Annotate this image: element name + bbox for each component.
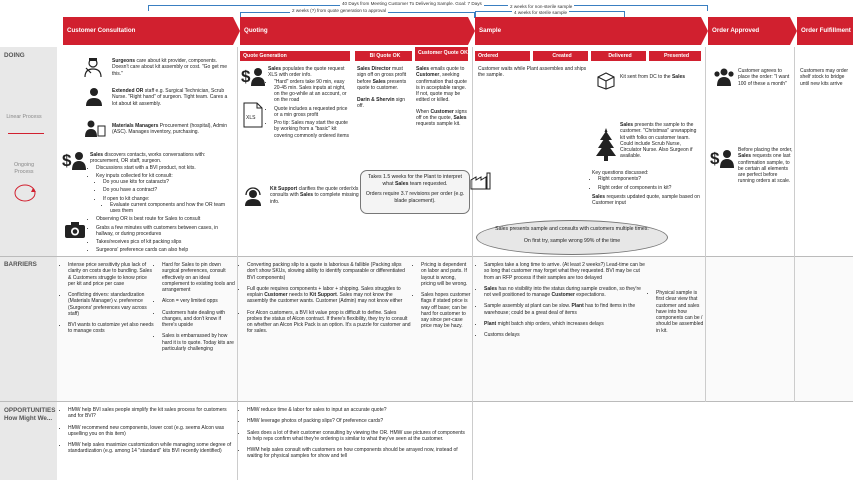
list-item: • Customs delays	[484, 332, 648, 338]
customer-quote-barriers	[415, 262, 471, 332]
barriers-list	[156, 262, 236, 352]
darin-text	[357, 97, 412, 110]
presented-desc: presents the sample to the customer. "Christmas" unwrapping kit with folks on customer team. Could include Scrub Nurse, Circulator Nurse. Also Surgeon if available.	[620, 122, 697, 160]
fulfillment-text: Customers may order shelf stock to bridge until new kits arrive	[800, 68, 849, 87]
delivered-text	[620, 74, 700, 80]
key-questions-title: Key questions discussed:	[592, 170, 649, 176]
substage-customer-quote-ok	[415, 47, 468, 61]
camera-icon	[64, 222, 86, 239]
surgeons-desc: care about kit provider, components. Doesn't care about kit assembly or cost. "Go get me this."	[112, 58, 228, 77]
sales-updated-text	[592, 194, 702, 207]
row-doing-title: DOING	[4, 52, 25, 59]
presented-barriers	[650, 290, 706, 336]
surgeon-icon	[82, 56, 104, 78]
stage-label: Sample	[479, 27, 502, 35]
key-questions	[592, 170, 702, 206]
row-hmw-title: How Might We...	[4, 415, 53, 422]
list-item: • Surgeons' preference cards can also help	[96, 247, 235, 253]
consultation-barriers-col1	[62, 262, 154, 337]
list-item: • Converting packing slip to a quote is laborious & fallible (Packing slips don't show SKUs, slowing ability to identify comparable or differentiated BVI components)	[247, 262, 411, 281]
darin-bold: Darin & Shervin	[357, 97, 395, 103]
list-item: • Intense price sensitivity plus lack of clarity on costs due to bundling. Sales & Customers struggle to know price per kit and price per case	[68, 262, 154, 287]
bi-bold2: Sales	[372, 78, 386, 85]
substage-quote-generation	[240, 51, 350, 61]
customer-quote-ok-text	[416, 66, 470, 127]
s-b3-pre: Sample assembly at plant can be slow.	[484, 303, 572, 310]
xls-label: XLS	[246, 115, 256, 121]
barriers-list	[241, 262, 411, 335]
column-divider	[794, 47, 795, 402]
ordered-text: Customer waits while Plant assembles and ships the sample.	[478, 66, 587, 79]
cq-text3: signs off on the quote,	[416, 108, 467, 121]
linear-process-label: Linear Process	[6, 114, 42, 120]
plant-interpretation-callout	[360, 170, 470, 214]
confirmation-sample-text	[738, 147, 794, 185]
quoting-opportunities	[241, 407, 469, 462]
cq-bold3: Customer	[430, 108, 454, 115]
sales-updated-bold: Sales	[592, 193, 606, 200]
column-divider	[705, 47, 706, 402]
barriers-list	[650, 290, 706, 334]
surgeons-text	[112, 58, 232, 77]
surgeons-bold: Surgeons	[112, 58, 136, 64]
substage-label: BI Quote OK	[369, 52, 401, 59]
callout2-line2: On first try, sample wrong 99% of the time	[523, 237, 621, 244]
cq-when: When	[416, 108, 431, 115]
q-b2-post: . Sales may not know the assembly the customer wants. Customer (Admin) may not know either	[247, 292, 403, 305]
list-item: • Right components?	[598, 176, 702, 182]
list-item	[484, 303, 648, 316]
delivery-box-icon	[596, 72, 616, 90]
materials-desc: Procurement (hospital), Admin (ASC). Manages inventory, purchasing.	[112, 123, 228, 136]
list-item	[247, 286, 411, 305]
before-placing: Before placing the order,	[738, 147, 793, 153]
substage-label: Quote Generation	[243, 52, 287, 59]
stage-order-fulfillment	[797, 17, 853, 45]
cq-text2: , seeking confirmation that quote is in acceptable range. If not, quote may be edited or killed.	[416, 72, 467, 104]
sample-barriers	[478, 262, 648, 340]
presented-text	[620, 122, 702, 160]
sales-consult-text	[90, 152, 235, 256]
customer-group-icon	[712, 66, 736, 86]
stage-label: Order Fulfillment	[801, 27, 851, 35]
bi-bold: Sales Director	[357, 66, 391, 72]
list-item: • Customers hate dealing with changes, and don't know if there's upside	[162, 310, 236, 329]
quote-gen-intro: populates the quote request XLS with order info.	[268, 66, 345, 79]
list-item: • Right order of components in kit?	[598, 185, 702, 191]
list-item: • Pricing is dependent on labor and parts. If layout is wrong, pricing will be wrong.	[421, 262, 471, 287]
delivered-pre: Kit sent from DC to the	[620, 74, 672, 80]
sales-updated-desc: requests updated quote, sample based on Customer input	[592, 193, 700, 206]
before-desc: requests one last confirmation sample, to be certain all elements are perfect before running orders at scale.	[738, 153, 791, 185]
s-b2-bold2: Customer	[551, 292, 575, 298]
row-label-doing-band	[0, 47, 57, 257]
substage-created	[533, 51, 588, 61]
stage-label: Customer Consultation	[67, 27, 136, 35]
substage-label: Created	[552, 52, 572, 59]
timeline-sample-label-1: 2 weeks for non-sterile sample	[510, 4, 573, 9]
list-item: • Sales does a lot of their customer consulting by viewing the OR. HMW use pictures of components to help reps confirm what they're ordering is similar to what they've seen at the customer.	[247, 430, 469, 443]
list-item: • Quote includes a requested price or a min gross profit	[274, 106, 350, 119]
callout1-a: Takes 1.5 weeks for the Plant to interpret what	[368, 174, 462, 187]
stage-label: Quoting	[244, 27, 268, 35]
stage-customer-consultation	[63, 17, 233, 45]
materials-text	[112, 123, 232, 136]
timeline-overall-label: 40 Days from Meeting Customer To Delivering Sample. Goal: 7 Days	[342, 1, 482, 6]
list-item: • BVI wants to customize yet also needs to manage costs	[68, 322, 154, 335]
list-item	[484, 286, 648, 299]
substage-label: Delivered	[608, 52, 632, 59]
list-item: • HMW reduce time & labor for sales to input an accurate quote?	[247, 407, 469, 413]
svg-text:$: $	[710, 149, 720, 168]
row-opportunities-title: OPPORTUNITIES	[4, 407, 56, 414]
list-item: • Physical sample is first clear view that customer and sales have into how components can be / should be assembled in kit.	[656, 290, 706, 334]
consultation-barriers-col2	[156, 262, 236, 354]
q-b2-pre: Full quote requires components + labor + shipping. Sales struggles to explain	[247, 285, 401, 298]
list-item: • HMW leverage photos of packing slips? Of preference cards?	[247, 418, 469, 424]
delivered-bold: Sales	[671, 74, 686, 80]
column-divider	[472, 47, 473, 480]
kit-support-desc2: to complete missing info.	[270, 192, 359, 205]
svg-text:$: $	[241, 67, 251, 86]
cycle-arrow-icon	[12, 182, 38, 204]
list-item: • Observing OR is best route for Sales to consult	[96, 216, 235, 222]
extended-desc: staff e.g. Surgical Technician, Scrub Nurse. "Right hand" of surgeon. Tight team. Cares a lot about kit assembly.	[112, 88, 228, 107]
list-item	[103, 196, 235, 215]
svg-text:$: $	[62, 151, 72, 170]
sales-bold: Sales	[90, 152, 104, 158]
list-item: • HMW recommend new components, lower cost (e.g. seems Alcon was upselling you on this item)	[68, 425, 234, 438]
sales-rep-icon	[62, 150, 88, 170]
substage-label: Ordered	[478, 52, 499, 59]
substage-ordered	[475, 51, 530, 61]
s-b2-post: expectations.	[574, 292, 606, 298]
list-item: • Hard for Sales to pin down surgical preferences, consult effectively on an ideal complement to existing tools and arrangement	[162, 262, 236, 293]
s-b3-post: has to find items in the warehouse; could be a great deal of items	[484, 303, 636, 316]
scrub-nurse-icon	[84, 86, 104, 106]
sales-intro: discovers contacts, works conversations with: procurement, OR staff, surgeon.	[90, 152, 206, 165]
linear-arrow-icon	[8, 133, 44, 134]
substage-label: Presented	[663, 52, 690, 59]
approved-text: Customer agrees to place the order: "I want 100 of these a month"	[738, 68, 790, 87]
bi-text: must sign off on gross profit before	[357, 66, 407, 85]
extended-bold: Extended OR	[112, 88, 144, 94]
christmas-tree-icon	[594, 126, 618, 162]
list-item: • Do you use kits for cataracts?	[103, 179, 235, 185]
row-divider-opportunities	[0, 401, 853, 402]
factory-icon	[470, 172, 492, 190]
substage-label: Customer Quote OK	[418, 50, 468, 57]
consultation-opportunities	[62, 407, 234, 457]
list-item: • Sales hopes customer flags if stated price is way off base; can be hard for customer to say since per-case price may be hazy.	[421, 292, 471, 330]
cq-bold2: Customer	[416, 72, 440, 79]
timeline-sample-label-2: 4 weeks for sterile sample	[514, 10, 568, 15]
list-item: • Samples take a long time to arrive. (At least 2 weeks?) Lead-time can be so long that customer may forget what they requested. BVI may be cut from an RFP process if their samples are too delayed	[484, 262, 648, 281]
list-item: • Do you have a contract?	[103, 187, 235, 193]
list-item-text: If open to kit change:	[103, 195, 150, 202]
list-item: • HMW help BVI sales people simplify the kit sales process for customers and for BVI?	[68, 407, 234, 420]
presented-bold: Sales	[620, 122, 634, 128]
row-barriers-title: BARRIERS	[4, 261, 37, 268]
key-questions-list	[592, 176, 702, 191]
barriers-list	[415, 262, 471, 330]
barriers-list	[478, 262, 648, 338]
callout1-line2: Orders require 3.7 revisions per order (e.g. blade placement).	[365, 191, 465, 204]
substage-presented	[649, 51, 701, 61]
stage-sample	[475, 17, 701, 45]
opportunities-list	[62, 407, 234, 455]
callout1-bold: Sales	[394, 180, 409, 187]
list-item: • HWM help sales consult with customers on how components should be arrayed now, instead of waiting for physical samples for show and tell	[247, 447, 469, 460]
cq-bold: Sales	[416, 66, 430, 72]
q-b2-bold2: Kit Support	[309, 292, 337, 298]
cq-when-text	[416, 109, 470, 128]
s-b2: has no visibility into the status during sample creation, so they're not well positioned to manage	[484, 285, 641, 298]
list-item	[484, 321, 648, 327]
list-item	[96, 173, 235, 215]
list-item: • HMW help sales maximize customization while managing some degree of standardization (e.g. among 14 "standard" kits BVI recently identified)	[68, 442, 234, 455]
list-item: • Grabs a few minutes with customers between cases, in hallway, or during procedures	[96, 225, 235, 238]
list-item: • Evaluate current components and how the OR team uses them	[110, 202, 235, 215]
kit-support-bold2: Sales	[300, 192, 314, 199]
bi-text2: presents quote to customer.	[357, 78, 407, 91]
stage-order-approved	[708, 17, 790, 45]
materials-bold: Materials Managers	[112, 123, 159, 129]
list-item: • Discussions start with a BVI product, not kits.	[96, 165, 235, 171]
s-b4-bold: Plant	[484, 320, 497, 327]
kit-support-text	[270, 186, 360, 205]
opportunities-list	[241, 407, 469, 460]
barriers-list	[62, 262, 154, 335]
list-item: • Conflicting drivers: standardization (Materials Manager) v. preference (Surgeons' preferences vary across staff)	[68, 292, 154, 317]
list-item: • Sales is embarrassed by how hard it is to quote. Today kits are particularly challenging	[162, 333, 236, 352]
stage-quoting	[240, 17, 468, 45]
before-bold: Sales	[738, 153, 752, 160]
timeline-quote-label: 2 weeks (?) from quote generation to approval	[292, 8, 386, 13]
quoting-barriers	[241, 262, 411, 337]
q-b2-bold: Customer	[264, 292, 288, 298]
list-item: • "Hard" orders take 90 min, easy 20-45 min. Sales inputs at night, on the go-while at an account, or on the road	[274, 79, 350, 104]
callout1-b: team requested.	[408, 180, 448, 187]
s-b3-bold: Plant	[571, 303, 584, 310]
cq-text4: requests sample kit.	[416, 121, 461, 127]
quote-gen-bullets	[268, 79, 350, 139]
list-item: • Pro tip: Sales may start the quote by working from a "basic" kit covering commonly ordered items	[274, 120, 350, 139]
extended-or-text	[112, 88, 232, 107]
substage-delivered	[591, 51, 646, 61]
multiple-sample-callout	[476, 220, 668, 255]
s-b2-bold: Sales	[484, 285, 498, 292]
sales-rep-icon	[710, 148, 736, 168]
quote-gen-bold: Sales	[268, 66, 282, 72]
callout1-line1	[364, 174, 466, 187]
list-item-text: Key inputs collected for kit consult:	[96, 172, 173, 179]
s-b4: might batch ship orders, which increases delays	[496, 320, 604, 327]
row-label-barriers-band	[0, 257, 57, 402]
substage-bi-quote-ok	[355, 51, 412, 61]
list-item: • Alcon = very limited opps	[162, 298, 236, 304]
kit-support-desc: clarifies the quote order/xls consults with	[270, 186, 359, 199]
quote-generation-text	[268, 66, 350, 141]
callout2-line1: Sales presents sample and consults with customers multiple times.	[495, 226, 649, 232]
ongoing-process-label: Ongoing Process	[13, 162, 35, 175]
bi-quote-ok-text	[357, 66, 412, 110]
list-item: • For Alcon customers, a BVI kit value prop is difficult to define. Sales probes the status of Alcon contract. If there's flexibility, they try to consult on whether an Alcon Pick Pack is an option. It's a puzzle for customer and for sales.	[247, 310, 411, 335]
q-b2-mid: needs to	[287, 292, 310, 298]
cq-bold4: Sales	[453, 114, 467, 121]
sales-bullets	[90, 165, 235, 254]
darin-desc: sign off.	[357, 97, 406, 110]
stage-label: Order Approved	[712, 27, 760, 35]
headset-icon	[243, 186, 263, 206]
list-item: • Takes/receives pics of kit packing slips	[96, 239, 235, 245]
kit-support-bold: Kit Support	[270, 186, 298, 192]
materials-manager-icon	[84, 118, 106, 138]
cq-text: emails quote to	[429, 66, 465, 72]
